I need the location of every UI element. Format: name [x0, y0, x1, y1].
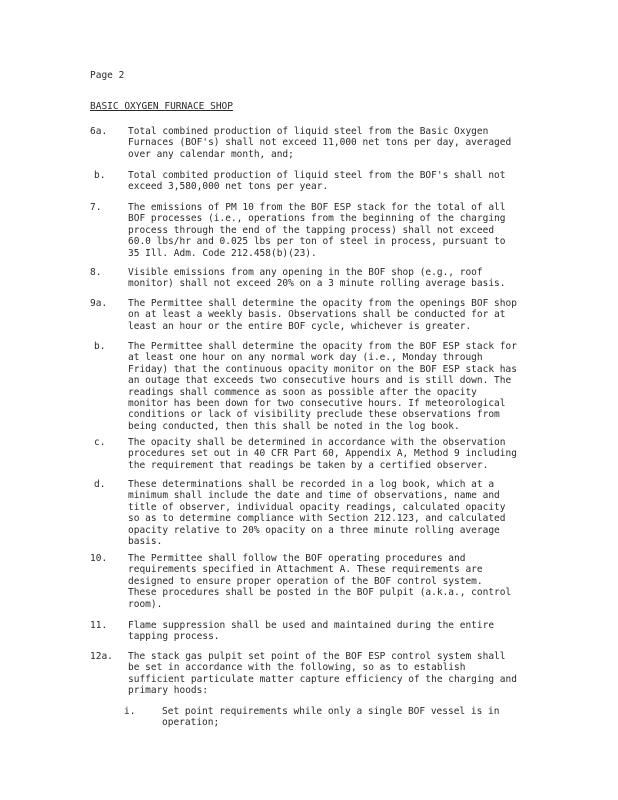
- condition-label: c.: [94, 437, 106, 448]
- condition-text: Total combined production of liquid steel from the Basic Oxygen Furnaces (BOF's) shall not exceed 11,000 net tons per day, averaged over any calendar month, and;: [128, 126, 512, 160]
- condition-text: The Permittee shall determine the opacity from the openings BOF shop on at least a weekly basis. Observations shall be conducted for at least an hour or the entire BOF cycle, whichever is greater.: [128, 298, 517, 332]
- condition-text: Flame suppression shall be used and maintained during the entire tapping process.: [128, 620, 495, 643]
- condition-text: The emissions of PM 10 from the BOF ESP stack for the total of all BOF processes (i.e., operations from the beginning of the charging process through the end of the tapping process) shall not exceed 60.0 lbs/hr and 0.025 lbs per ton of steel in process, pursuant to 35 Ill. Adm. Code 212.458(b)(23).: [128, 202, 506, 259]
- condition-text: These determinations shall be recorded in a log book, which at a minimum shall include the date and time of observations, name and title of observer, individual opacity readings, calculated opacity so as to determine compliance with Section 212.123, and calculated opacity relative to 20% opacity on a three minute rolling average basis.: [128, 479, 506, 548]
- condition-text: The Permittee shall determine the opacity from the BOF ESP stack for at least one hour on any normal work day (i.e., Monday through Friday) that the continuous opacity monitor on the BOF ESP stack has an outage that exceeds two consecutive hours and is still down. The readings shall commence as soon as possible after the opacity monitor has been down for two consecutive hours. If meteorological conditions or lack of visibility preclude these observations from being conducted, then this shall be noted in the log book.: [128, 341, 517, 432]
- subitem-label: i.: [124, 706, 136, 717]
- condition-label: 12a.: [90, 651, 113, 662]
- condition-label: 6a.: [90, 126, 108, 137]
- section-heading: BASIC OXYGEN FURNACE SHOP: [90, 101, 233, 112]
- condition-label: b.: [94, 341, 106, 352]
- condition-text: Total combited production of liquid steel from the BOF's shall not exceed 3,580,000 net tons per year.: [128, 170, 506, 193]
- condition-label: d.: [94, 479, 106, 490]
- page-number: Page 2: [90, 70, 125, 81]
- condition-label: 11.: [90, 620, 108, 631]
- condition-text: The stack gas pulpit set point of the BOF ESP control system shall be set in accordance with the following, so as to establish sufficient particulate matter capture efficiency of the charging and primary hoods:: [128, 651, 517, 697]
- condition-label: b.: [94, 170, 106, 181]
- condition-text: The opacity shall be determined in accordance with the observation procedures set out in 40 CFR Part 60, Appendix A, Method 9 including the requirement that readings be taken by a certified observer.: [128, 437, 517, 471]
- subitem-text: Set point requirements while only a single BOF vessel is in operation;: [162, 706, 500, 729]
- condition-text: Visible emissions from any opening in the BOF shop (e.g., roof monitor) shall not exceed 20% on a 3 minute rolling average basis.: [128, 267, 506, 290]
- condition-text: The Permittee shall follow the BOF operating procedures and requirements specified in Attachment A. These requirements are designed to ensure proper operation of the BOF control system. These procedures shall be posted in the BOF pulpit (a.k.a., control room).: [128, 553, 512, 610]
- condition-label: 9a.: [90, 298, 108, 309]
- condition-label: 8.: [90, 267, 102, 278]
- condition-label: 7.: [90, 202, 102, 213]
- condition-label: 10.: [90, 553, 108, 564]
